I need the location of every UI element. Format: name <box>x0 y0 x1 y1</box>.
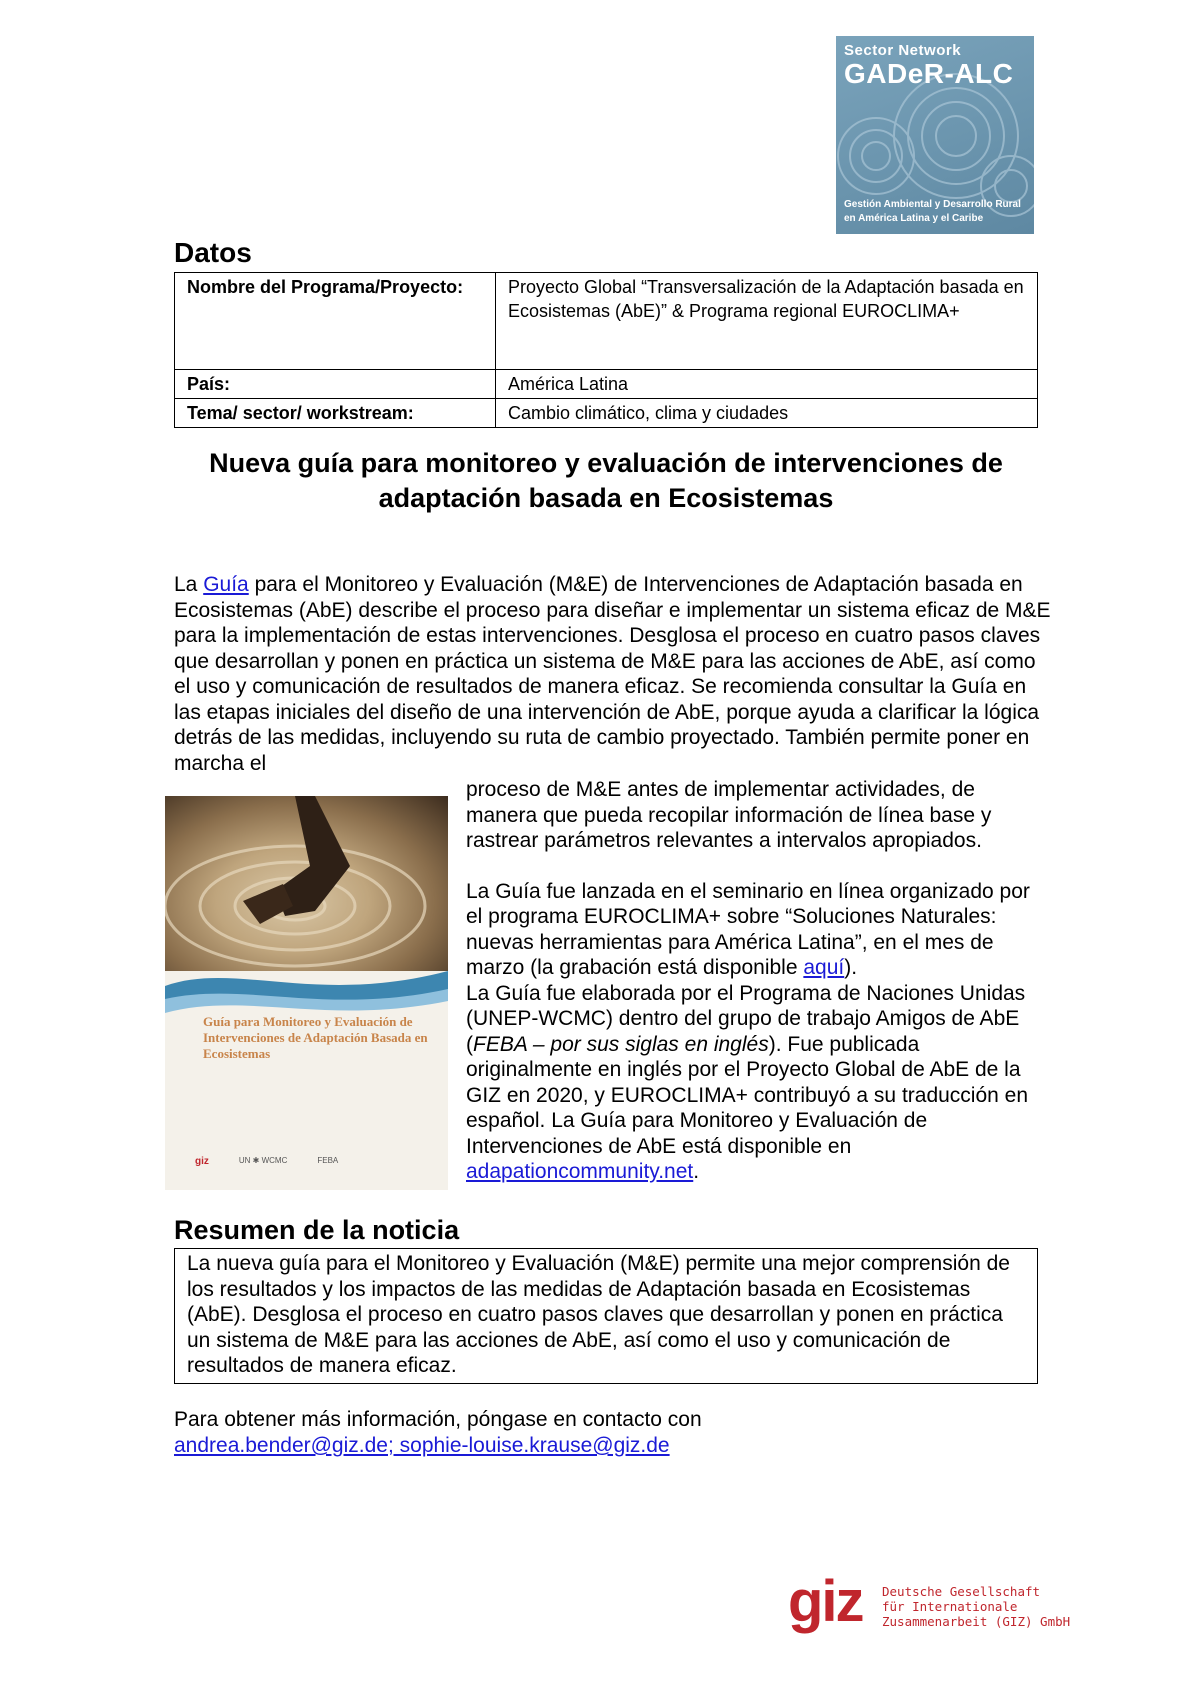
cover-logos <box>195 1156 435 1167</box>
giz-mark: giz <box>788 1569 863 1634</box>
sector-network-logo <box>836 36 1034 234</box>
cover-logo-feba: FEBA <box>317 1156 339 1165</box>
table-row <box>175 370 1038 399</box>
contact-emails-link[interactable]: andrea.bender@giz.de; sophie-louise.krause@giz.de <box>174 1434 670 1457</box>
elaboration-paragraph <box>466 981 1046 1185</box>
row-value-programa: Proyecto Global “Transversalización de la Adaptación basada en Ecosistemas (AbE)” & Programa regional EUROCLIMA+ <box>496 273 1038 370</box>
seminar-text-end: ). <box>844 956 858 979</box>
seminar-text: La Guía fue lanzada en el seminario en línea organizado por el programa EUROCLIMA+ sobre “Soluciones Naturales: nuevas herramientas para América Latina”, en el mes de marzo (la grabación está disponible <box>466 879 1030 979</box>
intro-continuation: proceso de M&E antes de implementar actividades, de manera que pueda recopilar información de línea base y rastrear parámetros relevantes a intervalos apropiados. <box>466 778 992 852</box>
giz-full-name <box>882 1584 1070 1629</box>
feba-italic: FEBA – por sus siglas en inglés <box>473 1032 769 1056</box>
cover-photo-graphic <box>165 796 448 971</box>
adaptationcommunity-link[interactable]: adapationcommunity.net <box>466 1160 694 1183</box>
guia-link[interactable]: Guía <box>203 573 249 596</box>
contact-text: Para obtener más información, póngase en contacto con <box>174 1408 702 1431</box>
logo-line-1: Sector Network <box>844 42 962 59</box>
cover-wave-graphic <box>165 961 448 1021</box>
logo-line-2: GADeR-ALC <box>844 58 1014 89</box>
giz-line-1: Deutsche Gesellschaft <box>882 1584 1041 1599</box>
guide-cover-image <box>165 796 448 1190</box>
row-value-pais: América Latina <box>496 370 1038 399</box>
elaboration-text-end: . <box>693 1160 700 1183</box>
elaboration-text-body: ). Fue publicada originalmente en inglés por el Proyecto Global de AbE de la GIZ en 2020, y EUROCLIMA+ contribuyó a su traducción en español. La Guía para Monitoreo y Evaluación de Intervenciones de AbE está disponible en <box>466 1032 1029 1158</box>
resumen-heading: Resumen de la noticia <box>174 1215 460 1245</box>
cover-logo-giz: giz <box>195 1156 209 1167</box>
contact-info <box>174 1407 1034 1459</box>
datos-heading: Datos <box>174 237 252 268</box>
row-label-programa: Nombre del Programa/Proyecto: <box>175 273 496 370</box>
elaboration-text: La Guía fue elaborada por el Programa de Naciones Unidas (UNEP-WCMC) dentro del grupo de trabajo Amigos de AbE ( <box>466 981 1026 1056</box>
aqui-link[interactable]: aquí <box>803 956 845 979</box>
intro-text-start: La <box>174 573 204 596</box>
intro-paragraph <box>174 572 1054 776</box>
right-column-text <box>466 777 1046 1185</box>
giz-line-3: Zusammenarbeit (GIZ) GmbH <box>882 1614 1071 1629</box>
logo-line-3: Gestión Ambiental y Desarrollo Rural en América Latina y el Caribe <box>844 199 1021 224</box>
cover-logo-unep: UN ✱ WCMC <box>238 1156 288 1165</box>
news-title: Nueva guía para monitoreo y evaluación de intervenciones de adaptación basada en Ecosistemas <box>209 448 1003 513</box>
seminar-paragraph <box>466 879 1046 981</box>
table-row <box>175 399 1038 428</box>
row-label-tema: Tema/ sector/ workstream: <box>175 399 496 428</box>
table-row <box>175 273 1038 370</box>
intro-text-body: para el Monitoreo y Evaluación (M&E) de Intervenciones de Adaptación basada en Ecosistemas (AbE) describe el proceso para diseñar e implementar un sistema eficaz de M&E para la implementación de estas intervenciones. Desglosa el proceso en cuatro pasos claves que desarrollan y ponen en práctica un sistema de M&E para las acciones de AbE, así como el uso y comunicación de resultados de manera eficaz. Se recomienda consultar la Guía en las etapas iniciales del diseño de una intervención de AbE, porque ayuda a clarificar la lógica detrás de las medidas, incluyendo su ruta de cambio proyectado. También permite poner en marcha el <box>174 573 1051 775</box>
datos-table <box>174 272 1038 428</box>
resumen-box: La nueva guía para el Monitoreo y Evaluación (M&E) permite una mejor comprensión de los resultados y los impactos de las medidas de Adaptación basada en Ecosistemas (AbE). Desglosa el proceso en cuatro pasos claves que desarrollan y ponen en práctica un sistema de M&E para las acciones de AbE, así como el uso y comunicación de resultados de manera eficaz. <box>174 1248 1038 1384</box>
giz-logo <box>788 1569 1071 1642</box>
row-label-pais: País: <box>175 370 496 399</box>
cover-title: Guía para Monitoreo y Evaluación de Intervenciones de Adaptación Basada en Ecosistemas <box>203 1014 428 1061</box>
giz-line-2: für Internationale <box>882 1599 1018 1614</box>
row-value-tema: Cambio climático, clima y ciudades <box>496 399 1038 428</box>
cover-photo <box>165 796 448 971</box>
